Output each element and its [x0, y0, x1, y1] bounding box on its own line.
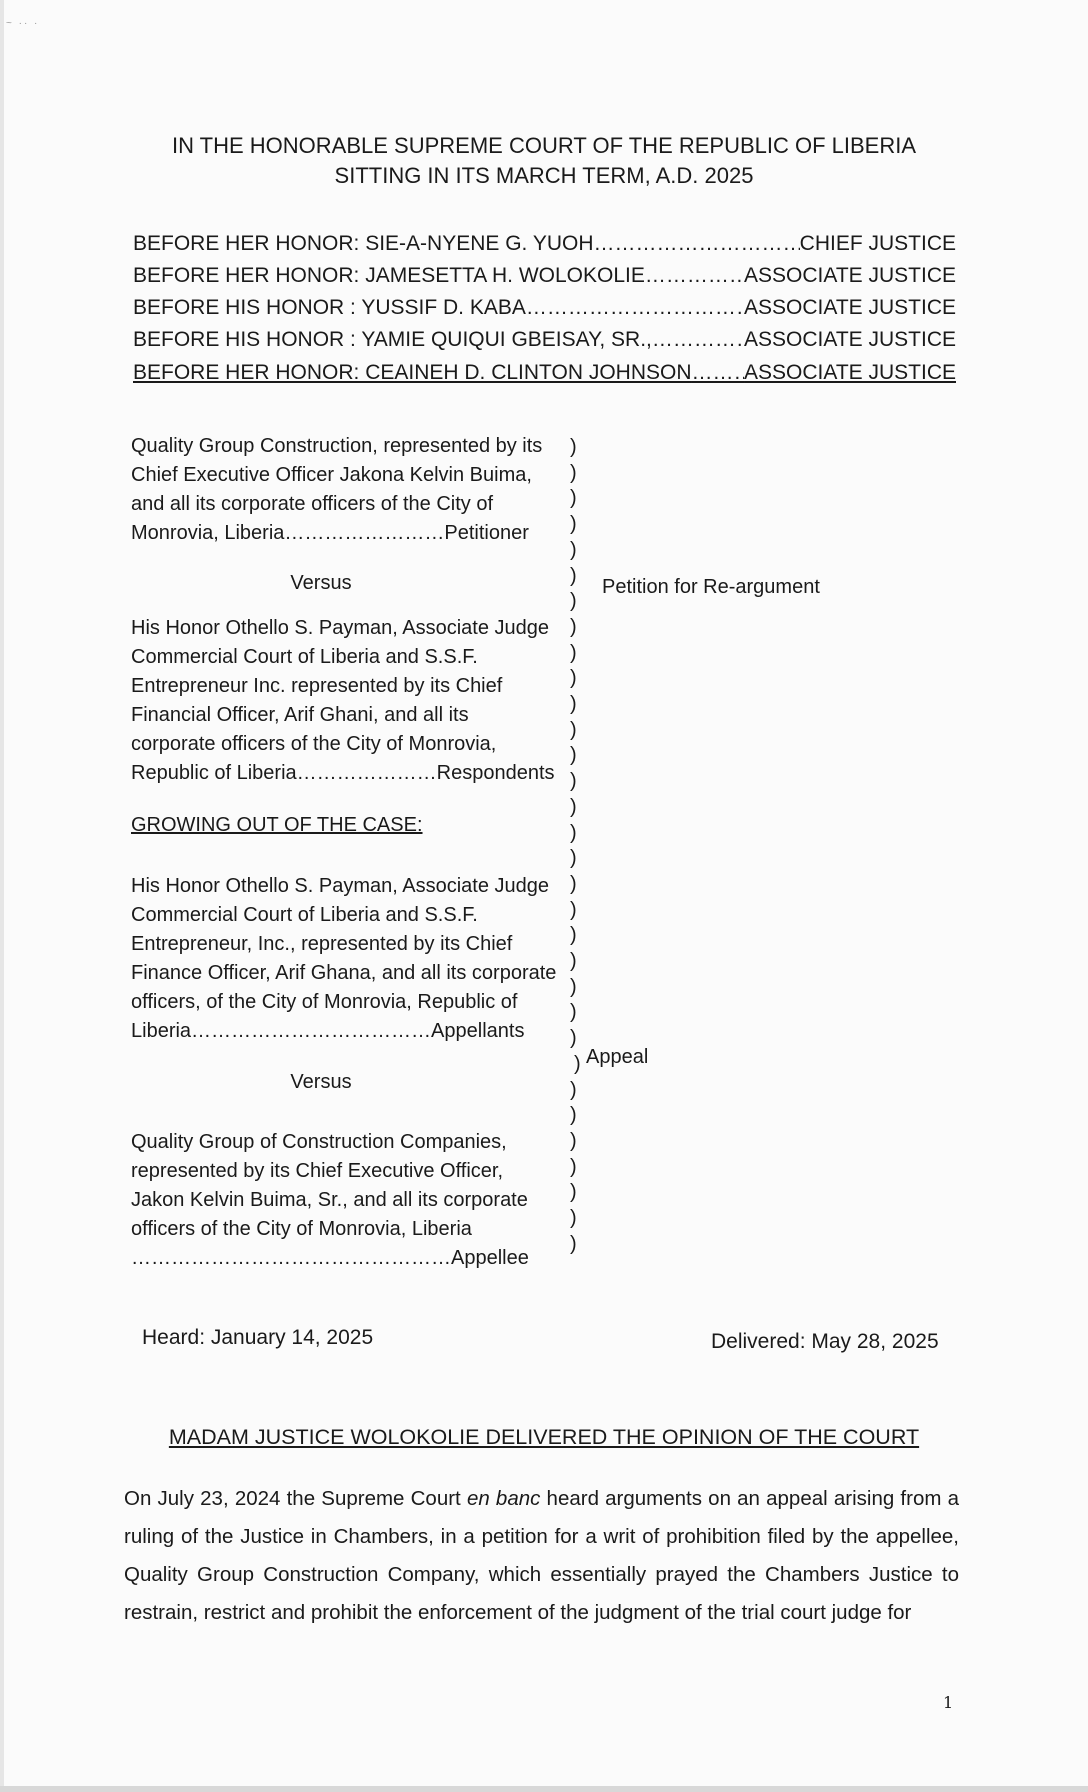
caption-line: …………………………………………Appellee [131, 1247, 529, 1269]
petitioner-block [131, 432, 566, 548]
caption-line: Entrepreneur Inc. represented by its Chief [131, 675, 503, 697]
caption-line: Quality Group Construction, represented by its [131, 435, 543, 457]
heard-date: Heard: January 14, 2025 [142, 1326, 374, 1349]
caption-bracket: ) [570, 436, 577, 458]
caption-bracket: ) [574, 1053, 581, 1075]
caption-bracket: ) [570, 1156, 577, 1178]
caption-bracket: ) [570, 1079, 577, 1101]
caption-bracket: ) [570, 565, 577, 587]
caption-bracket: ) [570, 1104, 577, 1126]
caption-bracket: ) [570, 744, 577, 766]
caption-bracket: ) [570, 1181, 577, 1203]
appellants-block [131, 872, 566, 1046]
caption-bracket: ) [570, 1001, 577, 1023]
caption-line: officers of the City of Monrovia, Liberia [131, 1218, 472, 1240]
bench-row [133, 324, 956, 356]
caption-bracket: ) [570, 667, 577, 689]
caption-bracket: ) [570, 539, 577, 561]
justice-title: ASSOCIATE JUSTICE [744, 328, 956, 351]
caption-bracket: ) [570, 462, 577, 484]
opinion-heading: MADAM JUSTICE WOLOKOLIE DELIVERED THE OPINION OF THE COURT [168, 1425, 920, 1449]
caption-bracket: ) [570, 924, 577, 946]
justice-name: BEFORE HIS HONOR : YAMIE QUIQUI GBEISAY, SR., …………………………………………………………… [133, 324, 744, 356]
scan-mark: ~ ·· · [6, 18, 40, 29]
caption-line: Entrepreneur, Inc., represented by its Chief [131, 933, 513, 955]
page-number: 1 [943, 1693, 954, 1712]
caption-bracket: ) [570, 950, 577, 972]
caption-bracket: ) [570, 616, 577, 638]
caption-bracket: ) [570, 590, 577, 612]
caption-bracket: ) [570, 796, 577, 818]
justice-title: ASSOCIATE JUSTICE [744, 264, 956, 287]
bench-row [133, 260, 956, 292]
caption-line: corporate officers of the City of Monrovia, [131, 733, 497, 755]
caption-bracket: ) [570, 513, 577, 535]
caption-bracket: ) [570, 1233, 577, 1255]
body-part-1: On July 23, 2024 the Supreme Court [124, 1487, 467, 1510]
caption-bracket: ) [570, 770, 577, 792]
body-italic: en banc [466, 1487, 541, 1510]
appeal-label: Appeal [586, 1046, 649, 1068]
justice-title: CHIEF JUSTICE [799, 232, 956, 255]
justice-name: BEFORE HER HONOR: CEAINEH D. CLINTON JOHNSON …………………………………………………………… [133, 357, 744, 389]
justice-title: ASSOCIATE JUSTICE [744, 361, 956, 384]
caption-line: Chief Executive Officer Jakona Kelvin Buima, [131, 464, 532, 486]
justice-name: BEFORE HER HONOR: SIE-A-NYENE G. YUOH …………………………………………………………… [133, 228, 800, 260]
caption-bracket: ) [570, 1130, 577, 1152]
caption-bracket: ) [570, 1027, 577, 1049]
bench-row [133, 228, 956, 260]
caption-line: Republic of Liberia…………………Respondents [131, 762, 555, 784]
term-title: SITTING IN ITS MARCH TERM, A.D. 2025 [334, 163, 754, 188]
caption-line: Quality Group of Construction Companies, [131, 1131, 507, 1153]
opinion-body [124, 1480, 959, 1632]
caption-line: officers, of the City of Monrovia, Republic of [131, 991, 518, 1013]
justice-name: BEFORE HER HONOR: JAMESETTA H. WOLOKOLIE …………………………………………………………… [133, 260, 744, 292]
caption-line: Finance Officer, Arif Ghana, and all its corporate [131, 962, 557, 984]
caption-line: Commercial Court of Liberia and S.S.F. [131, 904, 478, 926]
caption-line: represented by its Chief Executive Officer, [131, 1160, 504, 1182]
caption-bracket: ) [570, 873, 577, 895]
caption-bracket: ) [570, 642, 577, 664]
versus-label: Versus [290, 572, 352, 594]
court-title: IN THE HONORABLE SUPREME COURT OF THE REPUBLIC OF LIBERIA [171, 133, 917, 158]
caption-bracket: ) [570, 693, 577, 715]
caption-line: His Honor Othello S. Payman, Associate Judge [131, 617, 549, 639]
scan-bottom-edge [0, 1786, 1088, 1792]
petition-label: Petition for Re-argument [602, 576, 820, 598]
caption-bracket: ) [570, 976, 577, 998]
caption-bracket: ) [570, 1207, 577, 1229]
justice-title: ASSOCIATE JUSTICE [744, 296, 956, 319]
scan-edge [0, 0, 4, 1792]
caption-line: Liberia………………………………Appellants [131, 1020, 525, 1042]
appellee-block [131, 1128, 566, 1273]
bench-row [133, 357, 956, 389]
caption-line: Commercial Court of Liberia and S.S.F. [131, 646, 478, 668]
caption-line: Jakon Kelvin Buima, Sr., and all its corporate [131, 1189, 528, 1211]
respondents-block [131, 614, 566, 788]
versus-label: Versus [290, 1071, 352, 1093]
caption-bracket: ) [570, 899, 577, 921]
bench-row [133, 292, 956, 324]
caption-line: and all its corporate officers of the City of [131, 493, 494, 515]
caption-line: Monrovia, Liberia……………………Petitioner [131, 522, 529, 544]
caption-line: His Honor Othello S. Payman, Associate Judge [131, 875, 549, 897]
caption-bracket: ) [570, 487, 577, 509]
caption-line: Financial Officer, Arif Ghani, and all its [131, 704, 469, 726]
growing-out-heading: GROWING OUT OF THE CASE: [131, 814, 423, 836]
caption-bracket: ) [570, 822, 577, 844]
justice-name: BEFORE HIS HONOR : YUSSIF D. KABA …………………………………………………………… [133, 292, 744, 324]
body-part-2: heard arguments on an appeal arising from a ruling of the Justice in Chambers, in a petition for a writ of prohibition filed by the appellee, Quality Group Construction Company, which essentially prayed the Chambers Justice to restrain, restrict and prohibit the enforcement of the judgment of the trial court judge for [124, 1487, 959, 1624]
caption-bracket: ) [570, 719, 577, 741]
caption-bracket: ) [570, 847, 577, 869]
delivered-date: Delivered: May 28, 2025 [711, 1330, 939, 1353]
